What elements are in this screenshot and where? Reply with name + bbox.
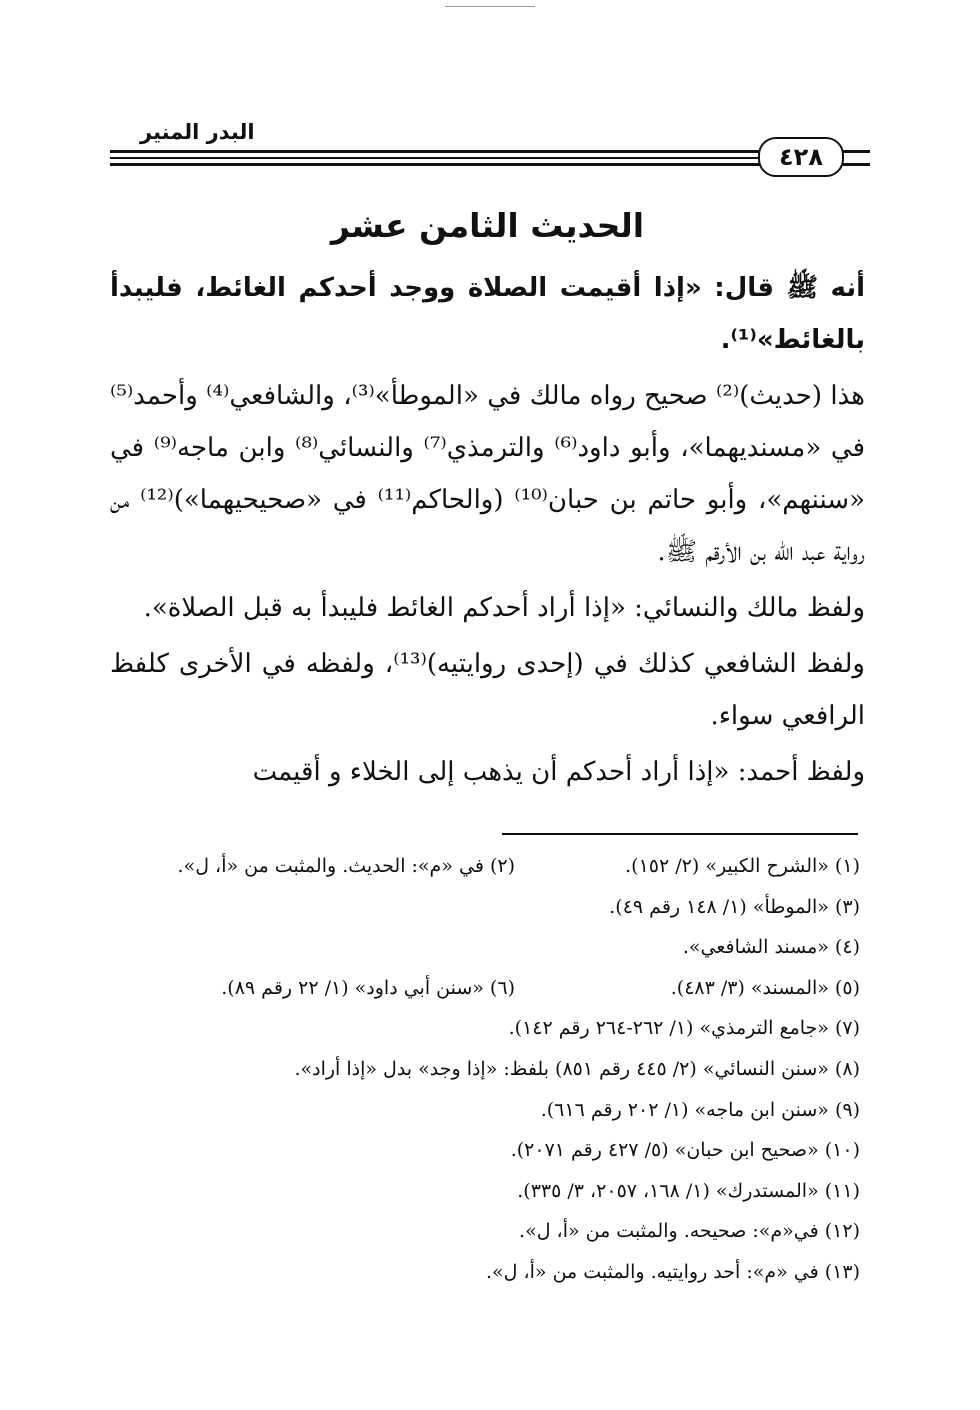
footnote: (٥) «المسند» (٣/ ٤٨٣). — [670, 976, 860, 999]
header-rule-tail — [843, 163, 870, 166]
footnote: (١) «الشرح الكبير» (٢/ ١٥٢). — [625, 855, 860, 877]
footnote: (٩) «سنن ابن ماجه» (١/ ٢٠٢ رقم ٦١٦). — [540, 1098, 860, 1121]
hadith-text: أنه ﷺ قال: «إذا أقيمت الصلاة ووجد أحدكم الغائط، فليبدأ بالغائط»⁽¹⁾. — [110, 273, 865, 355]
header-rule — [110, 157, 760, 159]
footnote: (٤) «مسند الشافعي». — [682, 936, 860, 959]
footnote-row — [110, 887, 860, 928]
footnote-separator — [502, 833, 858, 835]
footnote: (١١) «المستدرك» (١/ ١٦٨، ٢٠٥٧، ٣/ ٣٣٥). — [517, 1179, 860, 1202]
paragraph: ولفظ الشافعي كذلك في (إحدى روايتيه)⁽¹³⁾، ولفظه في الأخرى كلفظ الرافعي سواء. — [110, 649, 865, 731]
footnote-row — [110, 1171, 860, 1212]
page-header — [110, 120, 870, 180]
main-text — [110, 200, 865, 798]
section-title: الحديث الثامن عشر — [330, 206, 645, 245]
paragraph: ولفظ مالك والنسائي: «إذا أراد أحدكم الغائط فليبدأ به قبل الصلاة». — [143, 593, 865, 623]
footnote-row — [110, 927, 860, 968]
paragraph: ولفظ أحمد: «إذا أراد أحدكم أن يذهب إلى الخلاء و أقيمت — [252, 757, 865, 787]
header-rule-tail — [843, 150, 870, 153]
footnote: (١٠) «صحيح ابن حبان» (٥/ ٤٢٧ رقم ٢٠٧١). — [510, 1139, 860, 1162]
footnote: (٢) في «م»: الحديث. والمثبت من «أ، ل». — [177, 855, 515, 877]
footnote: (٣) «الموطأ» (١/ ١٤٨ رقم ٤٩). — [609, 895, 860, 918]
footnote-row — [110, 1130, 860, 1171]
footnote: (٧) «جامع الترمذي» (١/ ٢٦٢-٢٦٤ رقم ١٤٢). — [508, 1017, 860, 1040]
top-mark — [445, 6, 535, 7]
header-rule — [110, 150, 760, 153]
page-number: ٤٢٨ — [758, 137, 844, 177]
footnote-row — [110, 968, 860, 1009]
paragraph: هذا (حديث)⁽²⁾ صحيح رواه مالك في «الموطأ»⁽³⁾، والشافعي⁽⁴⁾ وأحمد⁽⁵⁾ في «مسنديهما»، وأبو داود⁽⁶⁾ والترمذي⁽⁷⁾ والنسائي⁽⁸⁾ وابن ماجه⁽⁹⁾ في «سننهم»، وأبو حاتم بن حبان⁽¹⁰⁾ (والحاكم⁽¹¹⁾ في «صحيحيهما»)⁽¹²⁾ من رواية عبد الله بن الأرقم ﷺ. — [110, 381, 866, 567]
footnote: (٨) «سنن النسائي» (٢/ ٤٤٥ رقم ٨٥١) بلفظ: «إذا وجد» بدل «إذا أراد». — [294, 1057, 860, 1080]
footnote-row — [110, 1252, 860, 1293]
footnote-row — [110, 846, 860, 887]
footnote: (١٢) في«م»: صحيحه. والمثبت من «أ، ل». — [519, 1220, 860, 1243]
footnote: (١٣) في «م»: أحد روايتيه. والمثبت من «أ، ل». — [485, 1260, 860, 1283]
running-title: البدر المنير — [140, 120, 255, 144]
header-rule — [110, 163, 760, 166]
footnote: (٦) «سنن أبي داود» (١/ ٢٢ رقم ٨٩). — [221, 976, 515, 999]
footnote-row — [110, 1049, 860, 1090]
footnote-row — [110, 1090, 860, 1131]
footnotes — [110, 846, 860, 1293]
footnote-row — [110, 1211, 860, 1252]
footnote-row — [110, 1008, 860, 1049]
